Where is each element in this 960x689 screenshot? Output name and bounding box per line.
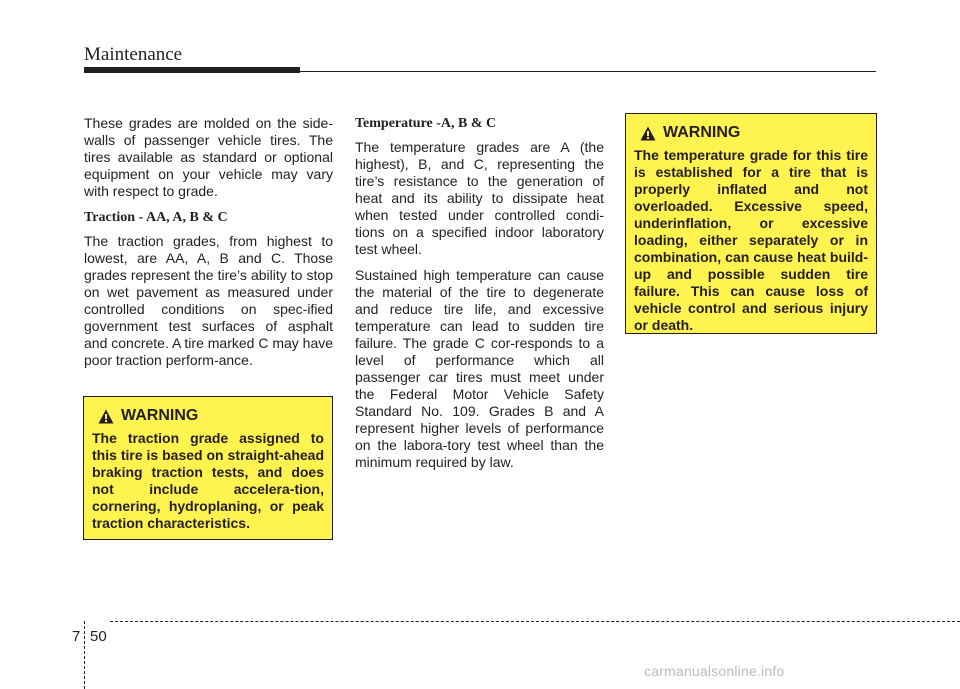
warning-title: WARNING — [663, 124, 741, 141]
intro-paragraph: These grades are molded on the side-walls of passenger vehicle tires. The tires available as standard or optional equipment on your vehicle may vary with respect to grade. — [84, 115, 333, 199]
chapter-number: 7 — [72, 628, 81, 645]
footer-rule — [110, 621, 960, 622]
traction-heading: Traction - AA, A, B & C — [84, 210, 228, 225]
warning-title: WARNING — [121, 407, 199, 424]
middle-column — [355, 115, 604, 480]
warning-header — [98, 407, 324, 425]
header-rule — [300, 71, 876, 72]
warning-text: The traction grade assigned to this tire is based on straight-ahead braking traction tests, and does not include accelera-tion, cornering, hydroplaning, or peak traction characteristics. — [92, 430, 324, 531]
left-column — [84, 115, 333, 378]
warning-header — [640, 124, 868, 142]
footer-divider — [84, 621, 85, 689]
header-bar — [84, 67, 300, 73]
warning-box-temperature — [625, 113, 877, 334]
temperature-heading: Temperature -A, B & C — [355, 116, 497, 131]
page-number: 50 — [90, 628, 107, 645]
temperature-paragraph-1: The temperature grades are A (the highest), B, and C, representing the tire’s resistance to the generation of heat and its ability to dissipate heat when tested under controlled condi-tions on a specified indoor laboratory test wheel. — [355, 139, 604, 257]
warning-triangle-icon — [98, 409, 114, 424]
warning-triangle-icon — [640, 126, 656, 141]
temperature-paragraph-2: Sustained high temperature can cause the material of the tire to degenerate and reduce tire life, and excessive temperature can lead to sudden tire failure. The grade C cor-responds to a level of performance which all passenger car tires must meet under the Federal Motor Vehicle Safety Standard No. 109. Grades B and A represent higher levels of performance on the labora-tory test wheel than the minimum required by law. — [355, 267, 604, 470]
warning-text: The temperature grade for this tire is established for a tire that is properly inflated and not overloaded. Excessive speed, underinflation, or excessive loading, either separately or in combination, can cause heat build-up and possible sudden tire failure. This can cause loss of vehicle control and serious injury or death. — [634, 147, 868, 333]
page-header-title: Maintenance — [84, 44, 183, 65]
warning-box-traction — [83, 396, 333, 540]
watermark: carmanualsonline.info — [644, 663, 785, 679]
traction-paragraph: The traction grades, from highest to lowest, are AA, A, B and C. Those grades represent the tire’s ability to stop on wet pavement as measured under controlled conditions on spec-ified government test surfaces of asphalt and concrete. A tire marked C may have poor traction perform-ance. — [84, 233, 334, 368]
